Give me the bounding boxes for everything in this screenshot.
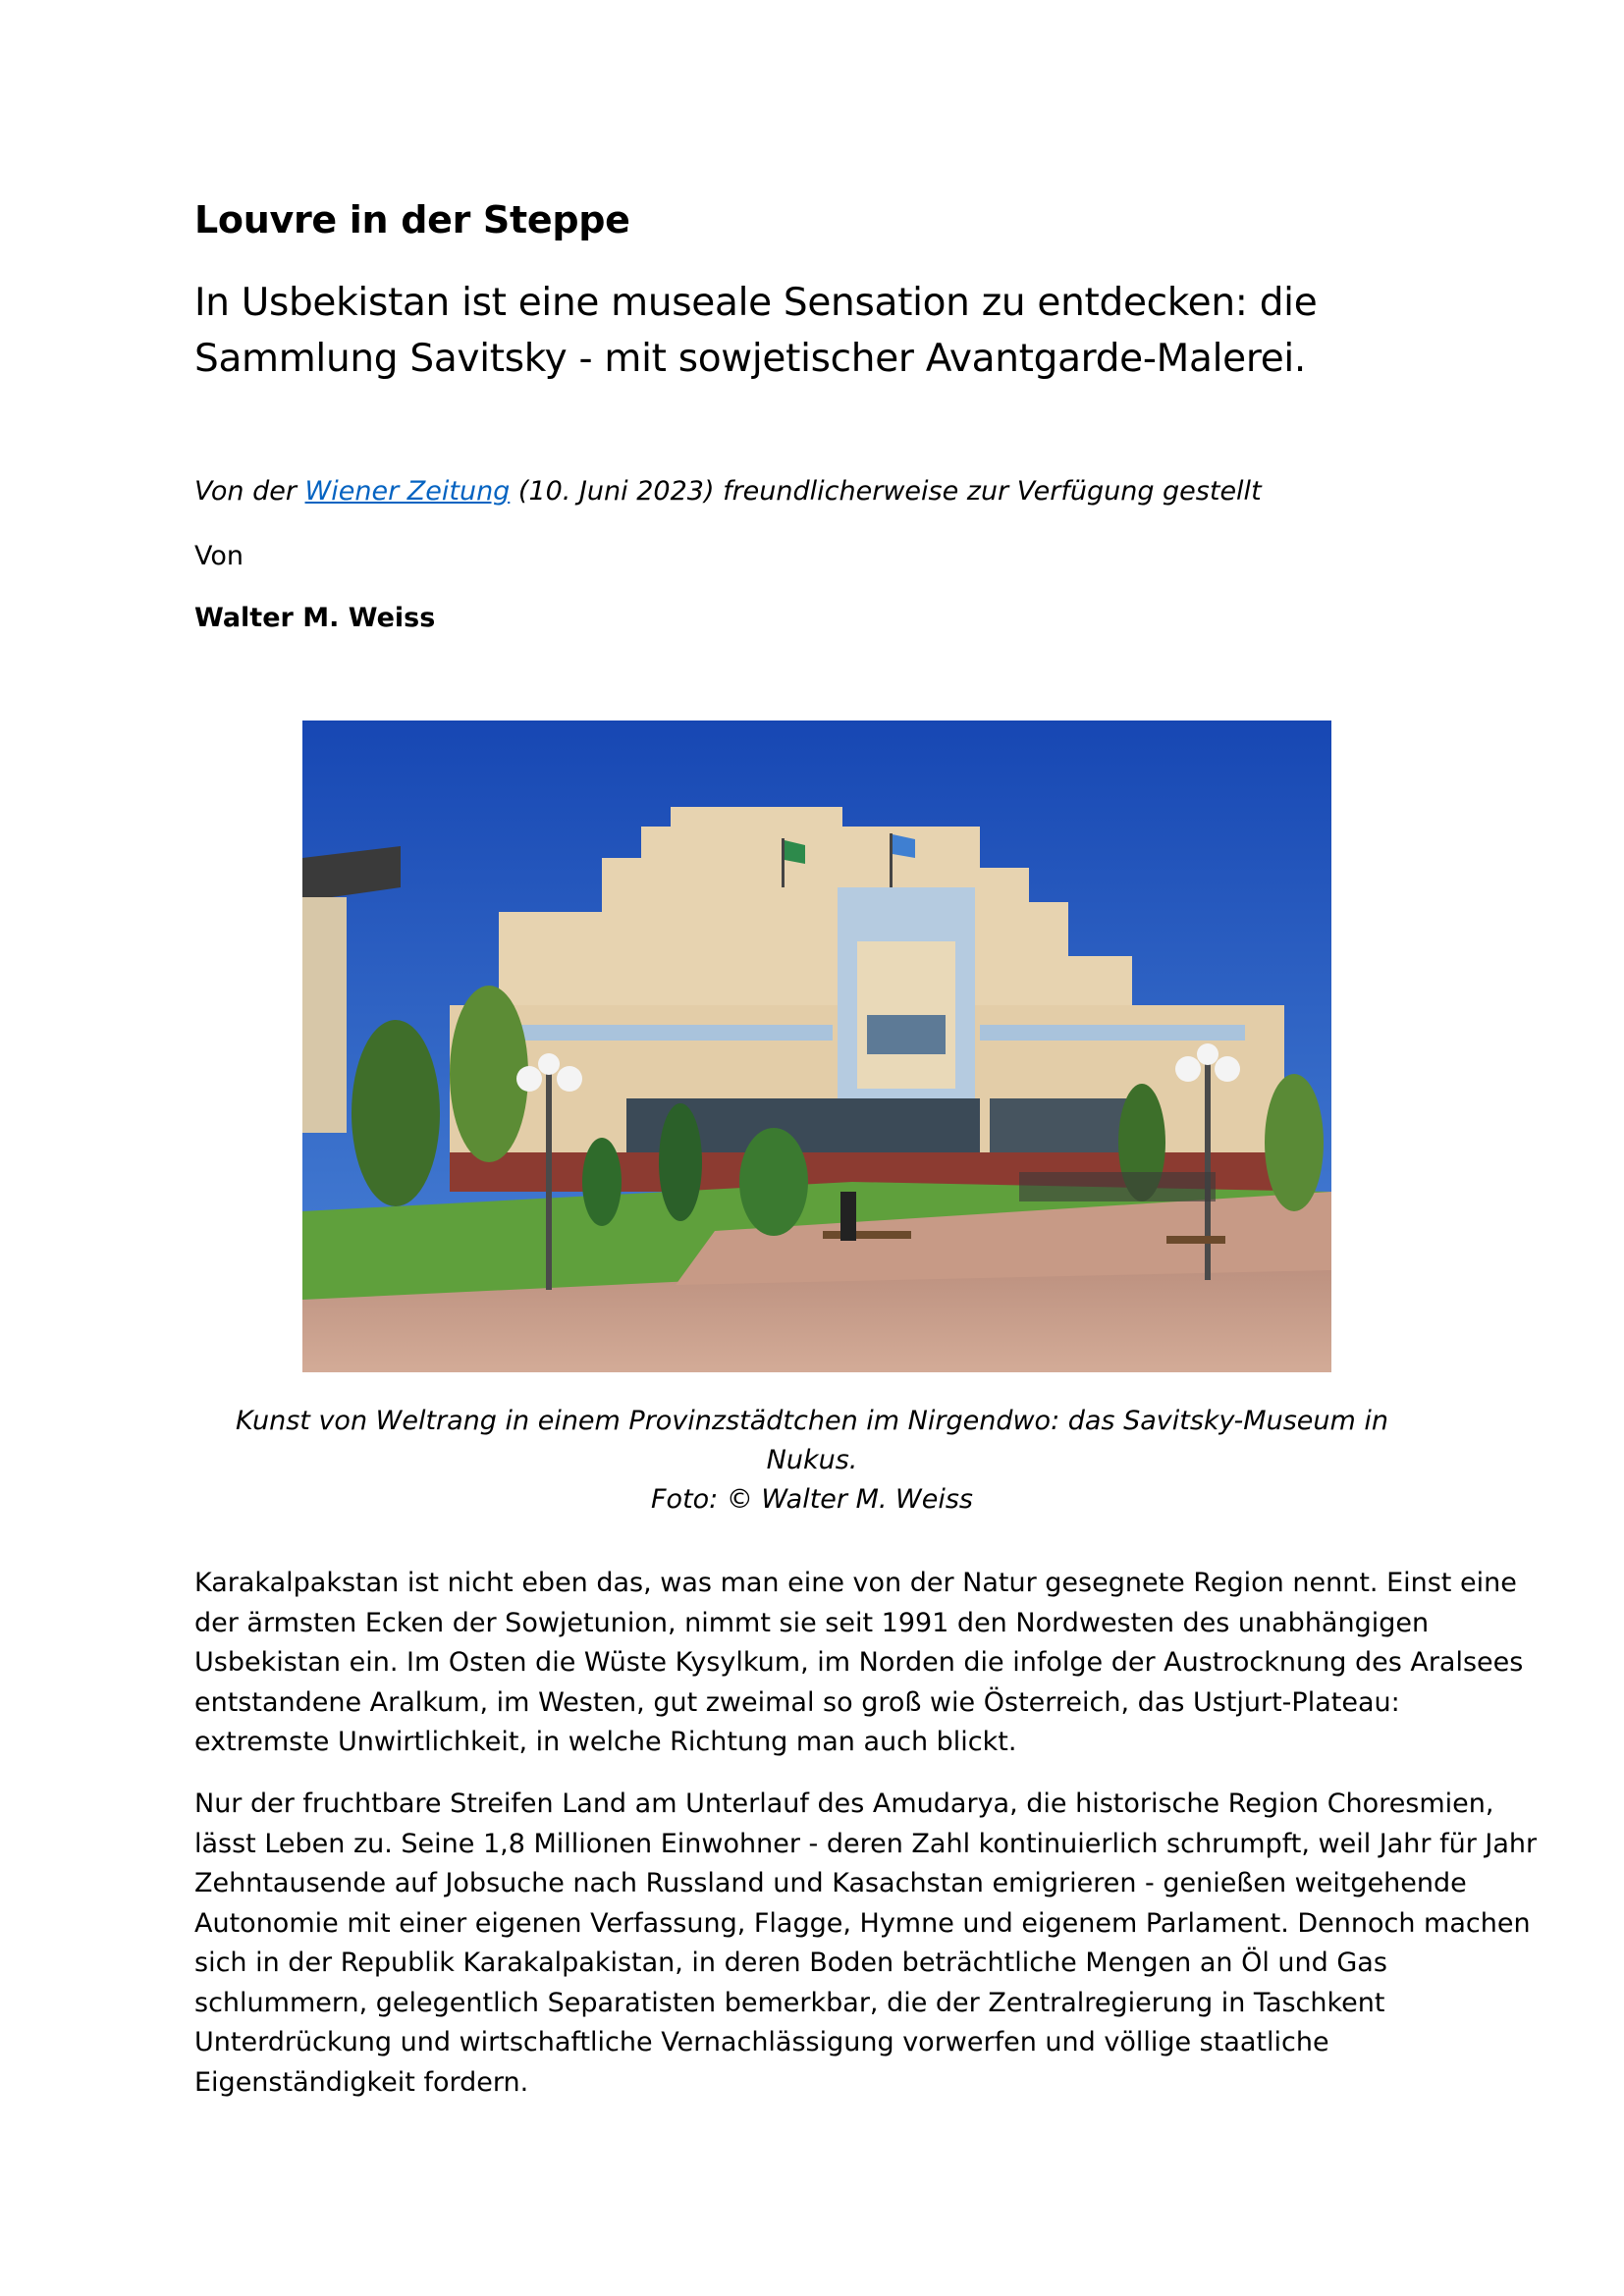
paragraph-line: Unterdrückung und wirtschaftliche Vernachlässigung vorwerfen und völlige staatliche bbox=[194, 2027, 1329, 2057]
article-title: Louvre in der Steppe bbox=[194, 198, 630, 241]
body-paragraph-1 bbox=[194, 1564, 1524, 1763]
paragraph-line: sich in der Republik Karakalpakistan, in deren Boden beträchtliche Mengen an Öl und Gas bbox=[194, 1948, 1387, 1978]
paragraph-line: Karakalpakstan ist nicht eben das, was man eine von der Natur gesegnete Region nennt. Einst eine bbox=[194, 1568, 1517, 1598]
paragraph-line: schlummern, gelegentlich Separatisten bemerkbar, die der Zentralregierung in Taschkent bbox=[194, 1987, 1385, 2018]
paragraph-line: Autonomie mit einer eigenen Verfassung, Flagge, Hymne und eigenem Parlament. Dennoch machen bbox=[194, 1907, 1531, 1939]
credit-suffix: (10. Juni 2023) freundlicherweise zur Verfügung gestellt bbox=[510, 476, 1262, 507]
article-subtitle bbox=[194, 275, 1373, 387]
subtitle-line: Sammlung Savitsky - mit sowjetischer Avantgarde-Malerei. bbox=[194, 337, 1307, 381]
paragraph-line: der ärmsten Ecken der Sowjetunion, nimmt sie seit 1991 den Nordwesten des unabhängigen bbox=[194, 1607, 1430, 1638]
source-credit bbox=[194, 474, 1262, 508]
paragraph-line: Nur der fruchtbare Streifen Land am Unterlauf des Amudarya, die historische Region Choresmien, bbox=[194, 1789, 1494, 1819]
wiener-zeitung-link[interactable]: Wiener Zeitung bbox=[304, 476, 511, 507]
caption-line: Kunst von Weltrang in einem Provinzstädtchen im Nirgendwo: das Savitsky-Museum in Nukus. bbox=[236, 1406, 1388, 1475]
photo-caption bbox=[194, 1402, 1430, 1520]
subtitle-line: In Usbekistan ist eine museale Sensation zu entdecken: die bbox=[194, 281, 1318, 325]
credit-prefix: Von der bbox=[194, 476, 305, 507]
paragraph-line: lässt Leben zu. Seine 1,8 Millionen Einwohner - deren Zahl kontinuierlich schrumpft, weil Jahr für Jahr bbox=[194, 1828, 1538, 1859]
author-name: Walter M. Weiss bbox=[194, 603, 436, 633]
photo-credit: Foto: © Walter M. Weiss bbox=[651, 1484, 973, 1515]
body-paragraph-2 bbox=[194, 1785, 1538, 2103]
paragraph-line: Zehntausende auf Jobsuche nach Russland und Kasachstan emigrieren - genießen weitgehende bbox=[194, 1868, 1467, 1898]
paragraph-line: extremste Unwirtlichkeit, in welche Richtung man auch blickt. bbox=[194, 1727, 1017, 1757]
byline-label: Von bbox=[194, 541, 244, 571]
paragraph-line: entstandene Aralkum, im Westen, gut zweimal so groß wie Österreich, das Ustjurt-Plateau: bbox=[194, 1686, 1400, 1718]
paragraph-line: Eigenständigkeit fordern. bbox=[194, 2066, 529, 2098]
museum-photo bbox=[302, 721, 1331, 1372]
paragraph-line: Usbekistan ein. Im Osten die Wüste Kysylkum, im Norden die infolge der Austrocknung des Aralsees bbox=[194, 1647, 1524, 1678]
